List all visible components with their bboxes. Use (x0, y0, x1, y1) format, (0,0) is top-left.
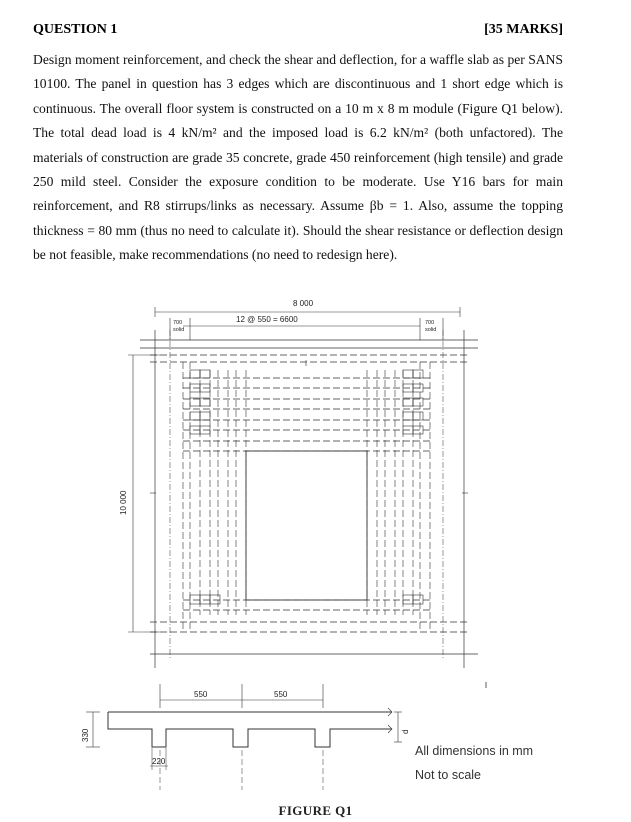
effective-depth-label: d (401, 729, 410, 734)
depth-label: 330 (81, 728, 90, 742)
section-spacing-1-label: 550 (194, 690, 208, 699)
plan-view (128, 307, 478, 668)
solid-left-label: solid (173, 327, 185, 333)
question-marks: [35 MARKS] (484, 22, 563, 37)
rib-spacing-label: 12 @ 550 = 6600 (236, 315, 298, 324)
section-profile (108, 712, 392, 747)
overall-width-label: 8 000 (293, 299, 314, 308)
solid-right-value: 700 (425, 320, 435, 326)
question-text: Design moment reinforcement, and check the shear and deflection, for a waffle slab as per SANS 10100. The panel in question has 3 edges which are discontinuous and 1 short edge which is continuous. The overall floor system is constructed on a 10 m x 8 m module (Figure Q1 below). The total dead load is 4 kN/m² and the imposed load is 6.2 kN/m² (both unfactored). The materials of construction are grade 35 concrete, grade 450 reinforcement (high tensile) and grade 250 mild steel. Consider the exposure condition to be moderate. Use Y16 bars for main reinforcement, and R8 stirrups/links as necessary. Assume βb = 1. Also, assume the topping thickness = 80 mm (thus no need to calculate it). Should the shear resistance or deflection design be not feasible, make recommendations (no need to redesign here). (33, 52, 563, 263)
solid-right-label: solid (425, 327, 437, 333)
question-number: QUESTION 1 (33, 22, 118, 37)
rib-width-label: 220 (152, 757, 166, 766)
solid-left-value: 700 (173, 320, 183, 326)
figure-caption: FIGURE Q1 (278, 803, 353, 818)
rib-lines-horizontal (150, 355, 470, 632)
note-dimensions: All dimensions in mm (415, 744, 534, 758)
note-scale: Not to scale (415, 768, 482, 782)
height-label: 10 000 (119, 490, 128, 515)
rib-lines-vertical (183, 362, 430, 632)
pod-grid-bottom (190, 595, 423, 604)
central-panel (246, 451, 367, 600)
section-spacing-2-label: 550 (274, 690, 288, 699)
